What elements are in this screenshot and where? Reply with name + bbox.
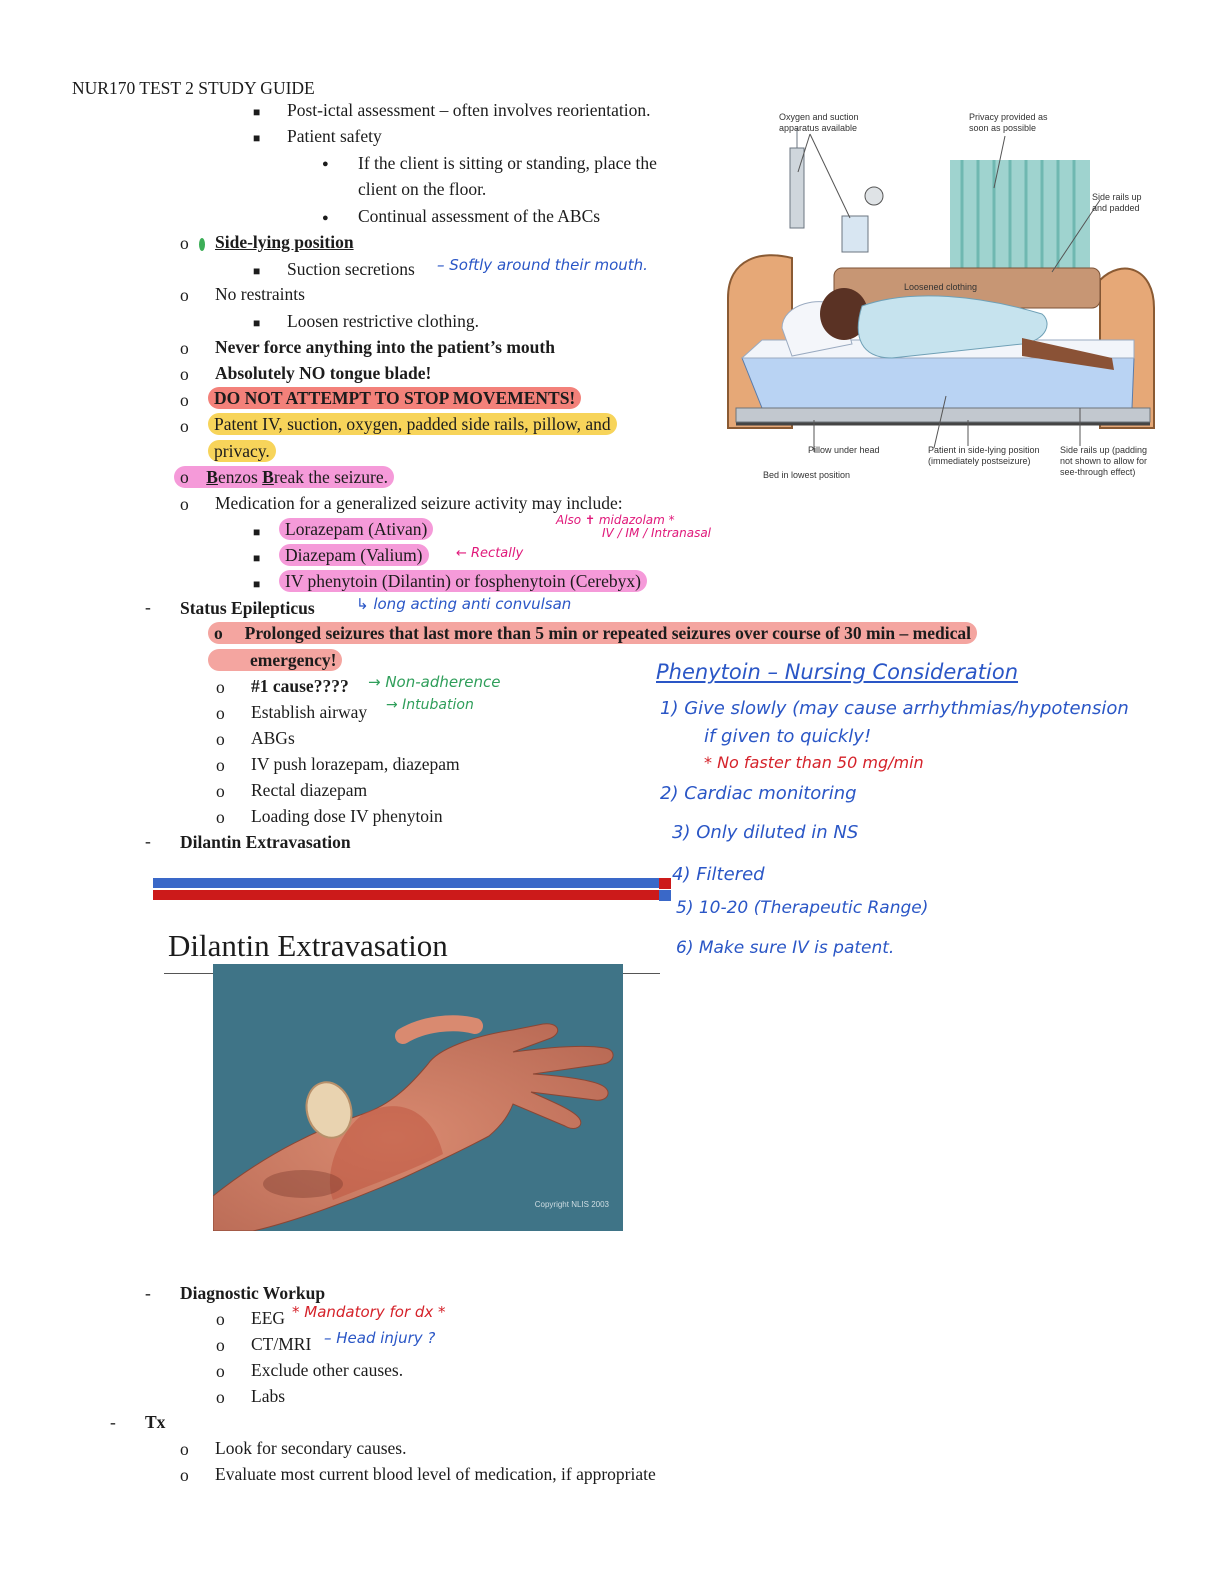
highlight-text: privacy. <box>208 440 276 462</box>
bullet-circle: o <box>180 494 189 514</box>
highlight-text: Diazepam (Valium) <box>279 544 429 566</box>
bullet-circle: o <box>216 1361 225 1381</box>
bullet-circle: o <box>216 807 225 827</box>
handwritten-note: – Softly around their mouth. <box>437 256 648 274</box>
list-item: Look for secondary causes. <box>215 1438 407 1458</box>
slide-bar-red <box>153 890 659 900</box>
list-item: Establish airway <box>251 702 368 722</box>
bullet-circle: o <box>180 338 189 358</box>
figure-label: Privacy provided as soon as possible <box>969 112 1048 133</box>
list-item: ABGs <box>251 728 295 748</box>
seizure-precautions-figure <box>722 108 1162 498</box>
bullet-dot: ● <box>322 212 329 224</box>
list-item: EEG <box>251 1308 286 1328</box>
handwritten-note: ↳ long acting anti convulsan <box>356 595 572 613</box>
bullet-square: ■ <box>253 551 261 565</box>
bullet-dash: - <box>110 1412 116 1432</box>
highlight-container <box>208 622 977 644</box>
list-item: client on the floor. <box>358 179 487 199</box>
green-marker <box>199 238 205 251</box>
nursing-item: if given to quickly! <box>704 726 872 747</box>
list-item: No restraints <box>215 284 305 304</box>
list-item: #1 cause???? <box>251 676 349 696</box>
bullet-circle: o <box>180 1465 189 1485</box>
highlight-text: Prolonged seizures that last more than 5 min or repeated seizures over course of 30 min – medical <box>244 623 971 643</box>
list-item: Exclude other causes. <box>251 1360 404 1380</box>
page-title: NUR170 TEST 2 STUDY GUIDE <box>72 78 315 98</box>
bullet-circle: o <box>216 729 225 749</box>
bullet-circle: o <box>216 1335 225 1355</box>
handwritten-note: → Intubation <box>386 697 474 713</box>
nursing-item: 3) Only diluted in NS <box>672 822 859 843</box>
bullet-circle: o <box>216 1309 225 1329</box>
section-heading: Tx <box>145 1412 166 1432</box>
list-item: Post-ictal assessment – often involves reorientation. <box>287 100 651 120</box>
nursing-title: Phenytoin – Nursing Consideration <box>656 660 1019 684</box>
highlight-text: DO NOT ATTEMPT TO STOP MOVEMENTS! <box>208 387 581 409</box>
list-item <box>208 440 276 462</box>
list-item: If the client is sitting or standing, place the <box>358 153 657 173</box>
nursing-item: 5) 10-20 (Therapeutic Range) <box>676 898 929 918</box>
bullet-circle: o <box>216 703 225 723</box>
hand-illustration <box>213 964 623 1231</box>
nursing-item: * No faster than 50 mg/min <box>704 753 924 772</box>
highlight-text: Lorazepam (Ativan) <box>279 518 433 540</box>
list-item: Never force anything into the patient’s mouth <box>215 337 555 357</box>
extravasation-photo <box>213 964 623 1231</box>
bullet-square: ■ <box>253 525 261 539</box>
highlight-text: emergency! <box>208 649 342 671</box>
list-item: Evaluate most current blood level of medication, if appropriate <box>215 1464 656 1484</box>
figure-label: Pillow under head <box>808 445 880 455</box>
figure-label: Bed in lowest position <box>763 470 851 480</box>
figure-label: Patient in side-lying position (immediately postseizure) <box>928 445 1040 466</box>
handwritten-note: ← Rectally <box>456 546 524 561</box>
nursing-item: 1) Give slowly (may cause arrhythmias/hypotension <box>660 698 1129 719</box>
figure-label: Loosened clothing <box>904 282 978 292</box>
list-item: Patient safety <box>287 126 382 146</box>
bullet-circle: o <box>180 467 189 487</box>
bullet-square: ■ <box>253 105 261 119</box>
bullet-dash: - <box>145 597 151 617</box>
list-item: Labs <box>251 1386 286 1406</box>
bullet-circle: o <box>180 390 189 410</box>
text: reak the seizure. <box>273 467 389 487</box>
bullet-dot: ● <box>322 158 329 170</box>
list-item: Side-lying position <box>215 232 354 252</box>
section-heading: Status Epilepticus <box>180 598 315 618</box>
bullet-dash: - <box>145 1283 151 1303</box>
highlight-container <box>174 466 394 488</box>
slide-bar-corner <box>659 890 671 901</box>
handwritten-note: → Non-adherence <box>368 673 501 691</box>
bullet-square: ■ <box>253 264 261 278</box>
nursing-item: 2) Cardiac monitoring <box>660 783 857 804</box>
bullet-circle: o <box>216 755 225 775</box>
figure-label: Oxygen and suction apparatus available <box>779 112 859 133</box>
section-heading: Dilantin Extravasation <box>180 832 351 852</box>
bullet-circle: o <box>216 1387 225 1407</box>
bullet-circle: o <box>180 416 189 436</box>
bullet-square: ■ <box>253 577 261 591</box>
list-item <box>208 649 342 671</box>
figure-label: Side rails up and padded <box>1092 192 1142 213</box>
bullet-square: ■ <box>253 316 261 330</box>
list-item <box>174 466 394 488</box>
list-item: IV push lorazepam, diazepam <box>251 754 460 774</box>
highlight-text: IV phenytoin (Dilantin) or fosphenytoin (Cerebyx) <box>279 570 647 592</box>
handwritten-note: – Head injury ? <box>324 1329 436 1347</box>
list-item: Medication for a generalized seizure activity may include: <box>215 493 623 513</box>
slide-title: Dilantin Extravasation <box>168 928 448 963</box>
figure-label: Side rails up (padding not shown to allow for see-through effect) <box>1060 445 1148 477</box>
bullet-circle: o <box>180 233 189 253</box>
list-item <box>279 544 429 566</box>
list-item: Absolutely NO tongue blade! <box>215 363 432 383</box>
bullet-circle: o <box>180 285 189 305</box>
handwritten-note: IV / IM / Intranasal <box>602 526 712 540</box>
text: enzos <box>217 467 263 487</box>
section-heading: Diagnostic Workup <box>180 1283 326 1303</box>
bullet-circle: o <box>214 623 223 643</box>
bullet-dash: - <box>145 831 151 851</box>
highlight-text: Patent IV, suction, oxygen, padded side rails, pillow, and <box>208 413 617 435</box>
slide-bar-blue <box>153 878 659 888</box>
list-item: Rectal diazepam <box>251 780 368 800</box>
bold-letter: B <box>262 467 274 487</box>
list-item: Loading dose IV phenytoin <box>251 806 443 826</box>
list-item <box>208 413 617 435</box>
slide-bar-corner <box>659 878 671 889</box>
list-item <box>208 622 977 644</box>
list-item: Suction secretions <box>287 259 415 279</box>
handwritten-note: * Mandatory for dx * <box>292 1303 446 1321</box>
list-item: Loosen restrictive clothing. <box>287 311 479 331</box>
list-item <box>208 387 581 409</box>
handwritten-note: Also ✝ midazolam * <box>556 513 675 527</box>
bullet-circle: o <box>216 677 225 697</box>
list-item <box>279 518 433 540</box>
nursing-item: 6) Make sure IV is patent. <box>676 938 895 958</box>
list-item: Continual assessment of the ABCs <box>358 206 601 226</box>
photo-copyright: Copyright NLIS 2003 <box>534 1200 609 1209</box>
bed-illustration <box>722 108 1162 498</box>
bullet-circle: o <box>180 1439 189 1459</box>
list-item <box>279 570 647 592</box>
nursing-item: 4) Filtered <box>672 864 765 885</box>
bold-letter: B <box>206 467 218 487</box>
bullet-square: ■ <box>253 131 261 145</box>
bullet-circle: o <box>216 781 225 801</box>
bullet-circle: o <box>180 364 189 384</box>
list-item: CT/MRI <box>251 1334 312 1354</box>
